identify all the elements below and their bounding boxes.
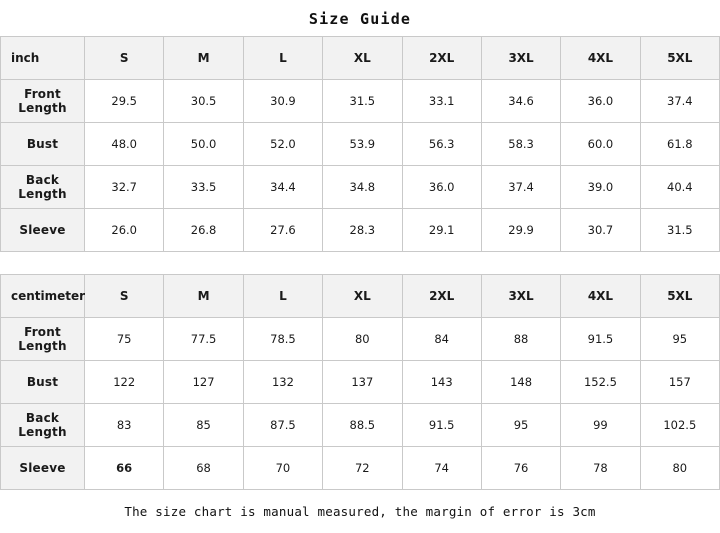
cell-value: 30.9 xyxy=(243,80,322,123)
cell-value: 78.5 xyxy=(243,318,322,361)
cell-value: 91.5 xyxy=(561,318,640,361)
cell-value: 102.5 xyxy=(640,404,719,447)
cell-value: 132 xyxy=(243,361,322,404)
cell-value: 29.1 xyxy=(402,209,481,252)
unit-label-inch: inch xyxy=(1,37,85,80)
unit-label-centimeter: centimeter xyxy=(1,275,85,318)
cell-value: 34.8 xyxy=(323,166,402,209)
cell-value: 34.6 xyxy=(481,80,560,123)
cell-value: 52.0 xyxy=(243,123,322,166)
cell-value: 36.0 xyxy=(561,80,640,123)
cell-value: 30.7 xyxy=(561,209,640,252)
cell-value: 88 xyxy=(481,318,560,361)
row-label-back-length: Back Length xyxy=(1,404,85,447)
cell-value: 87.5 xyxy=(243,404,322,447)
cell-value: 60.0 xyxy=(561,123,640,166)
table-row xyxy=(1,123,720,166)
cell-value: 39.0 xyxy=(561,166,640,209)
cell-value: 72 xyxy=(323,447,402,490)
table-row xyxy=(1,209,720,252)
size-header-m: M xyxy=(164,37,243,80)
cell-value: 37.4 xyxy=(640,80,719,123)
cell-value: 32.7 xyxy=(85,166,164,209)
size-table-centimeter xyxy=(0,274,720,490)
table-row xyxy=(1,404,720,447)
cell-value: 84 xyxy=(402,318,481,361)
cell-value: 53.9 xyxy=(323,123,402,166)
cell-value: 29.5 xyxy=(85,80,164,123)
cell-value: 95 xyxy=(640,318,719,361)
cell-value: 29.9 xyxy=(481,209,560,252)
cell-value: 75 xyxy=(85,318,164,361)
size-header-s: S xyxy=(85,37,164,80)
cell-value: 68 xyxy=(164,447,243,490)
size-header-2xl: 2XL xyxy=(402,37,481,80)
cell-value: 33.1 xyxy=(402,80,481,123)
row-label-bust: Bust xyxy=(1,123,85,166)
cell-value: 30.5 xyxy=(164,80,243,123)
table-header-row xyxy=(1,37,720,80)
size-header-3xl: 3XL xyxy=(481,275,560,318)
size-header-l: L xyxy=(243,37,322,80)
cell-value: 34.4 xyxy=(243,166,322,209)
cell-value: 27.6 xyxy=(243,209,322,252)
size-header-l: L xyxy=(243,275,322,318)
table-row xyxy=(1,80,720,123)
cell-value: 26.0 xyxy=(85,209,164,252)
size-header-m: M xyxy=(164,275,243,318)
cell-value: 61.8 xyxy=(640,123,719,166)
row-label-sleeve: Sleeve xyxy=(1,209,85,252)
cell-value: 70 xyxy=(243,447,322,490)
cell-value: 74 xyxy=(402,447,481,490)
row-label-sleeve: Sleeve xyxy=(1,447,85,490)
cell-value: 91.5 xyxy=(402,404,481,447)
row-label-bust: Bust xyxy=(1,361,85,404)
cell-value: 85 xyxy=(164,404,243,447)
size-header-2xl: 2XL xyxy=(402,275,481,318)
cell-value: 33.5 xyxy=(164,166,243,209)
cell-value: 36.0 xyxy=(402,166,481,209)
cell-value: 95 xyxy=(481,404,560,447)
cell-value: 143 xyxy=(402,361,481,404)
cell-value: 66 xyxy=(85,447,164,490)
cell-value: 76 xyxy=(481,447,560,490)
row-label-back-length: Back Length xyxy=(1,166,85,209)
cell-value: 77.5 xyxy=(164,318,243,361)
size-header-s: S xyxy=(85,275,164,318)
size-table-inch xyxy=(0,36,720,252)
cell-value: 26.8 xyxy=(164,209,243,252)
size-header-5xl: 5XL xyxy=(640,275,719,318)
cell-value: 48.0 xyxy=(85,123,164,166)
cell-value: 58.3 xyxy=(481,123,560,166)
cell-value: 50.0 xyxy=(164,123,243,166)
size-header-3xl: 3XL xyxy=(481,37,560,80)
cell-value: 78 xyxy=(561,447,640,490)
table-row xyxy=(1,166,720,209)
size-header-5xl: 5XL xyxy=(640,37,719,80)
cell-value: 88.5 xyxy=(323,404,402,447)
table-header-row xyxy=(1,275,720,318)
size-header-4xl: 4XL xyxy=(561,275,640,318)
cell-value: 37.4 xyxy=(481,166,560,209)
cell-value: 152.5 xyxy=(561,361,640,404)
table-row xyxy=(1,447,720,490)
cell-value: 99 xyxy=(561,404,640,447)
page-title: Size Guide xyxy=(308,10,412,28)
size-header-4xl: 4XL xyxy=(561,37,640,80)
table-row xyxy=(1,361,720,404)
cell-value: 83 xyxy=(85,404,164,447)
cell-value: 31.5 xyxy=(640,209,719,252)
table-separator xyxy=(0,252,720,274)
cell-value: 127 xyxy=(164,361,243,404)
cell-value: 28.3 xyxy=(323,209,402,252)
cell-value: 31.5 xyxy=(323,80,402,123)
cell-value: 137 xyxy=(323,361,402,404)
cell-value: 80 xyxy=(640,447,719,490)
table-row xyxy=(1,318,720,361)
size-header-xl: XL xyxy=(323,275,402,318)
cell-value: 40.4 xyxy=(640,166,719,209)
size-header-xl: XL xyxy=(323,37,402,80)
cell-value: 80 xyxy=(323,318,402,361)
cell-value: 157 xyxy=(640,361,719,404)
cell-value: 122 xyxy=(85,361,164,404)
measurement-disclaimer: The size chart is manual measured, the margin of error is 3cm xyxy=(124,504,596,519)
row-label-front-length: Front Length xyxy=(1,318,85,361)
cell-value: 148 xyxy=(481,361,560,404)
row-label-front-length: Front Length xyxy=(1,80,85,123)
cell-value: 56.3 xyxy=(402,123,481,166)
